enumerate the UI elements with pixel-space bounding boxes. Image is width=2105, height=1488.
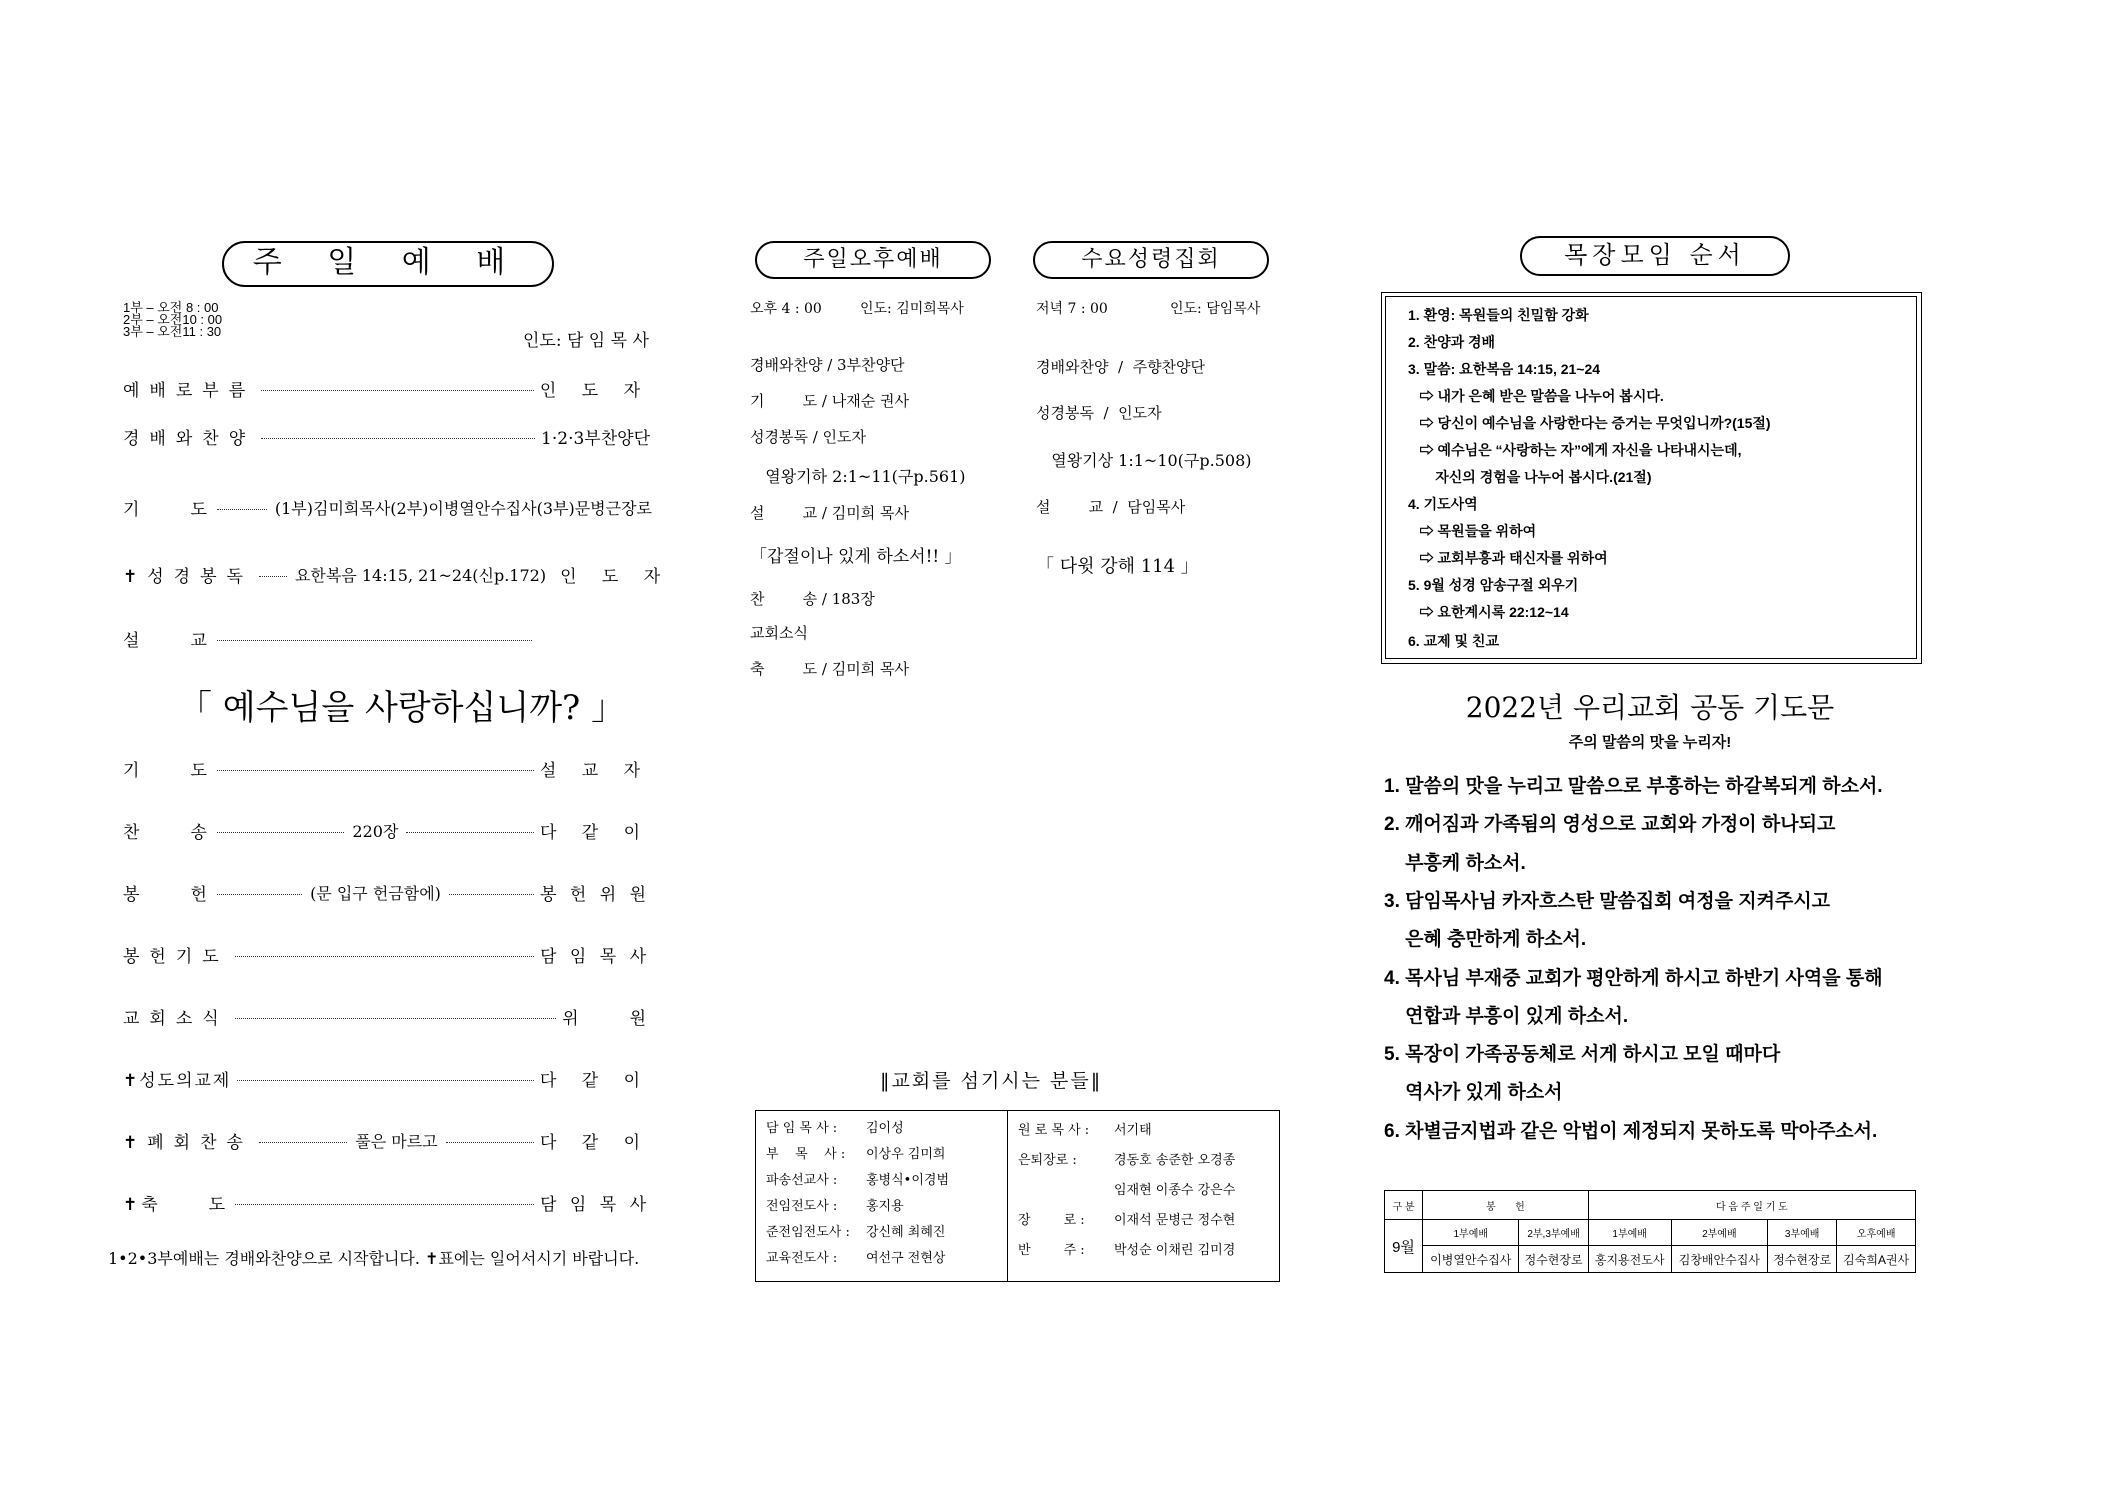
staff-row <box>766 1220 949 1246</box>
order-right: 담 임 목 사 <box>540 947 650 967</box>
cell-box <box>1381 292 1922 664</box>
order-row <box>123 880 650 905</box>
leader-dots <box>406 832 534 833</box>
order-label: 예배로부름 <box>123 381 256 401</box>
sunday-note: 1•2•3부예배는 경배와찬양으로 시작합니다. ✝표에는 일어서시기 바랍니다. <box>108 1249 640 1268</box>
staff-names: 홍지용 <box>866 1199 904 1214</box>
cell-item: ⇨ 교회부흥과 태신자를 위하여 <box>1408 550 1608 566</box>
cell-item: ⇨ 요한계시록 22:12~14 <box>1408 604 1569 620</box>
staff-divider <box>1007 1111 1008 1281</box>
afternoon-item: 열왕기하 2:1~11(구p.561) <box>750 467 966 486</box>
schedule-subheader: 1부예배 <box>1588 1220 1671 1246</box>
wednesday-item: 성경봉독 / 인도자 <box>1036 404 1162 422</box>
order-label: ✝축 도 <box>123 1195 230 1215</box>
order-right: 다 같 이 <box>539 1071 650 1091</box>
schedule-cell: 정수현장로 <box>1519 1246 1588 1273</box>
schedule-month: 9월 <box>1385 1220 1423 1273</box>
staff-title: ‖교회를 섬기시는 분들‖ <box>880 1070 1103 1092</box>
leader-dots <box>235 1204 534 1205</box>
wednesday-item: 경배와찬양 / 주향찬양단 <box>1036 358 1206 376</box>
staff-names: 이재석 문병근 정수현 <box>1114 1213 1236 1228</box>
leader-dots <box>446 1142 534 1143</box>
order-mid: 풀은 마르고 <box>355 1132 438 1151</box>
order-label: 설 교 <box>123 631 211 651</box>
cell-item: ⇨ 목원들을 위하여 <box>1408 523 1537 539</box>
staff-row <box>1018 1176 1235 1206</box>
order-right: 봉 헌 위 원 <box>540 885 651 905</box>
staff-row <box>766 1246 949 1272</box>
staff-role: 장 로 : <box>1018 1213 1085 1228</box>
order-label: 경배와찬양 <box>123 429 256 449</box>
staff-names: 홍병식•이경범 <box>866 1173 950 1188</box>
prayer-line: 4. 목사님 부재중 교회가 평안하게 하시고 하반기 사역을 통해 <box>1384 968 1883 989</box>
staff-row <box>766 1142 949 1168</box>
staff-names: 서기태 <box>1114 1123 1152 1138</box>
wednesday-item: 열왕기상 1:1~10(구p.508) <box>1036 451 1252 470</box>
order-label: 봉 헌 <box>123 885 211 905</box>
prayer-line: 1. 말씀의 맛을 누리고 말씀으로 부흥하는 하갈복되게 하소서. <box>1384 776 1883 797</box>
order-row <box>123 756 650 781</box>
staff-row <box>1018 1236 1235 1266</box>
schedule-subheader: 오후예배 <box>1837 1220 1916 1246</box>
leader-dots <box>449 894 534 895</box>
staff-names: 김이성 <box>866 1121 904 1136</box>
afternoon-item: 경배와찬양 / 3부찬양단 <box>750 356 905 374</box>
order-row <box>123 1190 650 1215</box>
order-label: ✝폐회찬송 <box>123 1133 253 1153</box>
staff-names: 여선구 전현상 <box>866 1251 946 1266</box>
schedule-cell: 정수현장로 <box>1768 1246 1837 1273</box>
time-2: 2부 – 오전10 : 00 <box>123 312 223 327</box>
staff-row <box>766 1168 949 1194</box>
staff-row <box>1018 1206 1235 1236</box>
order-label: ✝성도의교제 <box>123 1071 232 1091</box>
staff-row <box>766 1116 949 1142</box>
afternoon-leader: 인도: 김미희목사 <box>860 301 964 317</box>
afternoon-sermon: 「갑절이나 있게 하소서!! 」 <box>750 547 962 567</box>
staff-box <box>755 1110 1280 1282</box>
cell-title: 목장모임 순서 <box>1520 236 1790 276</box>
schedule-subheader: 2부,3부예배 <box>1519 1220 1588 1246</box>
prayer-line: 2. 깨어짐과 가족됨의 영성으로 교회와 가정이 하나되고 <box>1384 814 1836 835</box>
cell-item: ⇨ 내가 은혜 받은 말씀을 나누어 봅시다. <box>1408 388 1664 404</box>
cell-item: ⇨ 당신이 예수님을 사랑한다는 증거는 무엇입니까?(15절) <box>1408 415 1771 431</box>
cell-item: 6. 교제 및 친교 <box>1408 633 1499 649</box>
order-row <box>123 1066 650 1091</box>
order-row <box>123 818 650 843</box>
time-3: 3부 – 오전11 : 30 <box>123 324 222 339</box>
sunday-title: 주 일 예 배 <box>222 241 554 287</box>
leader-dots <box>259 1142 347 1143</box>
leader-dots <box>261 438 535 439</box>
order-mid: 220장 <box>352 822 399 841</box>
wednesday-leader: 인도: 담임목사 <box>1170 301 1261 317</box>
service-times <box>123 302 222 338</box>
order-right: 위 원 <box>562 1009 650 1029</box>
order-mid: (1부)김미희목사(2부)이병열안수집사(3부)문병근장로 <box>274 499 652 518</box>
order-row <box>123 626 538 651</box>
afternoon-item: 찬 송 / 183장 <box>750 590 875 608</box>
wednesday-item: 설 교 / 담임목사 <box>1036 498 1186 516</box>
staff-row <box>1018 1116 1235 1146</box>
order-right: 다 같 이 <box>539 1133 651 1153</box>
leader-dots <box>217 509 267 510</box>
afternoon-item: 교회소식 <box>750 624 808 642</box>
order-right: 담 임 목 사 <box>540 1195 650 1215</box>
order-label: 교회소식 <box>123 1009 229 1029</box>
leader-dots <box>237 1080 534 1081</box>
afternoon-item: 설 교 / 김미희 목사 <box>750 504 909 522</box>
order-row <box>123 376 650 401</box>
cell-item: 5. 9월 성경 암송구절 외우기 <box>1408 577 1579 593</box>
staff-role: 담 임 목 사 : <box>766 1121 838 1136</box>
prayer-line: 부흥케 하소서. <box>1384 853 1526 874</box>
prayer-subtitle: 주의 말씀의 맛을 누리자! <box>1568 734 1732 751</box>
staff-role: 부 목 사 : <box>766 1147 846 1162</box>
cell-item: 2. 찬양과 경배 <box>1408 334 1496 350</box>
sermon-title: 「 예수님을 사랑하십니까? 」 <box>178 688 626 728</box>
schedule-subheader: 3부예배 <box>1768 1220 1837 1246</box>
order-right: 인 도 자 <box>560 567 671 587</box>
wednesday-title: 수요성령집회 <box>1033 241 1269 279</box>
prayer-title: 2022년 우리교회 공동 기도문 <box>1465 691 1835 724</box>
schedule-table <box>1384 1190 1916 1273</box>
order-label: 기 도 <box>123 761 211 781</box>
order-right: 설 교 자 <box>539 761 650 781</box>
cell-item: 3. 말씀: 요한복음 14:15, 21~24 <box>1408 361 1601 377</box>
afternoon-time: 오후 4 : 00 <box>750 301 822 317</box>
order-right: 1·2·3부찬양단 <box>541 429 650 449</box>
afternoon-item: 성경봉독 / 인도자 <box>750 428 867 446</box>
staff-role: 준전임전도사 : <box>766 1225 850 1240</box>
schedule-subheader: 2부예배 <box>1671 1220 1767 1246</box>
order-right: 다 같 이 <box>539 823 651 843</box>
order-row <box>123 424 650 449</box>
order-label: 기 도 <box>123 500 211 520</box>
leader-dots <box>259 576 287 577</box>
prayer-line: 5. 목장이 가족공동체로 서게 하시고 모일 때마다 <box>1384 1044 1781 1065</box>
schedule-cell: 이병열안수집사 <box>1423 1246 1519 1273</box>
leader-dots <box>217 770 534 771</box>
schedule-header-offering: 봉 헌 <box>1423 1191 1589 1220</box>
schedule-subheader: 1부예배 <box>1423 1220 1519 1246</box>
order-row <box>123 495 650 520</box>
prayer-line: 연합과 부흥이 있게 하소서. <box>1384 1006 1629 1027</box>
order-right: 인 도 자 <box>539 381 650 401</box>
staff-role: 반 주 : <box>1018 1243 1085 1258</box>
prayer-line: 은혜 충만하게 하소서. <box>1384 929 1587 950</box>
schedule-header-prayer: 다 음 주 일 기 도 <box>1588 1191 1915 1220</box>
order-row <box>123 942 650 967</box>
time-1: 1부 – 오전 8 : 00 <box>123 300 219 315</box>
schedule-header-kind: 구 분 <box>1385 1191 1423 1220</box>
leader-dots <box>217 640 532 641</box>
schedule-cell: 김창배안수집사 <box>1671 1246 1767 1273</box>
staff-role: 교육전도사 : <box>766 1251 838 1266</box>
wednesday-sermon: 「 다윗 강해 114 」 <box>1036 556 1199 577</box>
cell-item: 자신의 경험을 나누어 봅시다.(21절) <box>1408 469 1652 485</box>
schedule-cell: 김숙희A권사 <box>1837 1246 1916 1273</box>
afternoon-item: 기 도 / 나재순 권사 <box>750 392 909 410</box>
order-label: 봉헌기도 <box>123 947 229 967</box>
order-mid: 요한복음 14:15, 21~24(신p.172) <box>294 566 547 585</box>
staff-left <box>766 1116 949 1272</box>
staff-right <box>1018 1116 1235 1266</box>
prayer-line: 6. 차별금지법과 같은 악법이 제정되지 못하도록 막아주소서. <box>1384 1121 1878 1142</box>
cell-item: 4. 기도사역 <box>1408 496 1478 512</box>
order-label: 찬 송 <box>123 823 211 843</box>
wednesday-section <box>1036 296 1296 596</box>
staff-row <box>766 1194 949 1220</box>
prayer-line: 3. 담임목사님 카자흐스탄 말씀집회 여정을 지켜주시고 <box>1384 891 1831 912</box>
staff-role: 원 로 목 사 : <box>1018 1123 1090 1138</box>
afternoon-section <box>750 296 1000 686</box>
prayer-line: 역사가 있게 하소서 <box>1384 1082 1563 1103</box>
leader-dots <box>217 832 345 833</box>
order-label: ✝성경봉독 <box>123 567 253 587</box>
staff-names: 임재현 이종수 강은수 <box>1114 1183 1236 1198</box>
leader-dots <box>217 894 302 895</box>
staff-role: 전임전도사 : <box>766 1199 838 1214</box>
leader-dots <box>235 956 534 957</box>
schedule-cell: 홍지용전도사 <box>1588 1246 1671 1273</box>
staff-role: 은퇴장로 : <box>1018 1153 1077 1168</box>
order-row <box>123 562 671 587</box>
sunday-leader: 인도: 담 임 목 사 <box>523 331 649 351</box>
staff-role: 파송선교사 : <box>766 1173 838 1188</box>
staff-names: 박성순 이채린 김미경 <box>1114 1243 1236 1258</box>
cell-item: 1. 환영: 목원들의 친밀함 강화 <box>1408 307 1589 323</box>
staff-names: 이상우 김미희 <box>866 1147 946 1162</box>
order-row <box>123 1128 650 1153</box>
leader-dots <box>235 1018 556 1019</box>
order-row <box>123 1004 650 1029</box>
afternoon-title: 주일오후예배 <box>755 241 991 279</box>
wednesday-time: 저녁 7 : 00 <box>1036 301 1108 317</box>
cell-item: ⇨ 예수님은 “사랑하는 자”에게 자신을 나타내시는데, <box>1408 442 1742 458</box>
staff-names: 강신혜 최혜진 <box>866 1225 946 1240</box>
order-mid: (문 입구 헌금함에) <box>310 884 441 903</box>
afternoon-item: 축 도 / 김미희 목사 <box>750 660 909 678</box>
staff-row <box>1018 1146 1235 1176</box>
staff-names: 경동호 송준한 오경종 <box>1114 1153 1236 1168</box>
leader-dots <box>261 390 534 391</box>
